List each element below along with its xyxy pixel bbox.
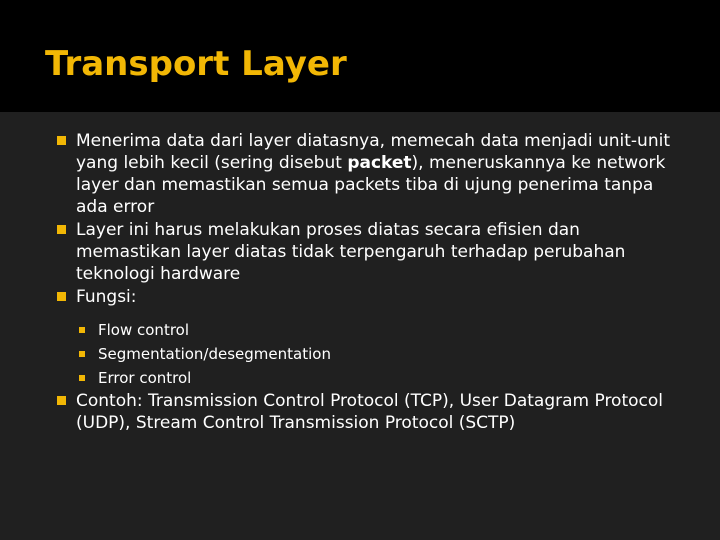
square-bullet-icon — [57, 292, 66, 301]
sub-bullet-text: Flow control — [98, 321, 190, 339]
square-bullet-icon — [57, 396, 66, 405]
bullet-item — [57, 219, 677, 285]
sub-bullet-text: Error control — [98, 369, 192, 387]
small-square-bullet-icon — [79, 375, 85, 381]
square-bullet-icon — [57, 136, 66, 145]
bold-term: packet — [347, 153, 412, 173]
sub-bullet-item — [79, 318, 677, 342]
slide-title: Transport Layer — [45, 44, 347, 84]
sub-bullet-list — [79, 318, 677, 390]
small-square-bullet-icon — [79, 327, 85, 333]
sub-bullet-text: Segmentation/desegmentation — [98, 345, 331, 363]
bullet-text: Contoh: Transmission Control Protocol (TCP), User Datagram Protocol (UDP), Stream Control Transmission Protocol (SCTP) — [76, 391, 663, 433]
small-square-bullet-icon — [79, 351, 85, 357]
sub-bullet-item — [79, 342, 677, 366]
bullet-text: Layer ini harus melakukan proses diatas secara efisien dan memastikan layer diatas tidak terpengaruh terhadap perubahan teknologi hardware — [76, 220, 626, 284]
title-bar — [0, 0, 720, 112]
square-bullet-icon — [57, 225, 66, 234]
slide-content — [57, 130, 677, 434]
sub-bullet-item — [79, 366, 677, 390]
bullet-item — [57, 390, 677, 434]
bullet-item — [57, 286, 677, 308]
bullet-item — [57, 130, 677, 218]
bullet-text: Fungsi: — [76, 287, 137, 307]
bullet-text: Menerima data dari layer diatasnya, memecah data menjadi unit-unit yang lebih kecil (sering disebut packet), meneruskannya ke network layer dan memastikan semua packets tiba di ujung penerima tanpa ada error — [76, 131, 670, 217]
